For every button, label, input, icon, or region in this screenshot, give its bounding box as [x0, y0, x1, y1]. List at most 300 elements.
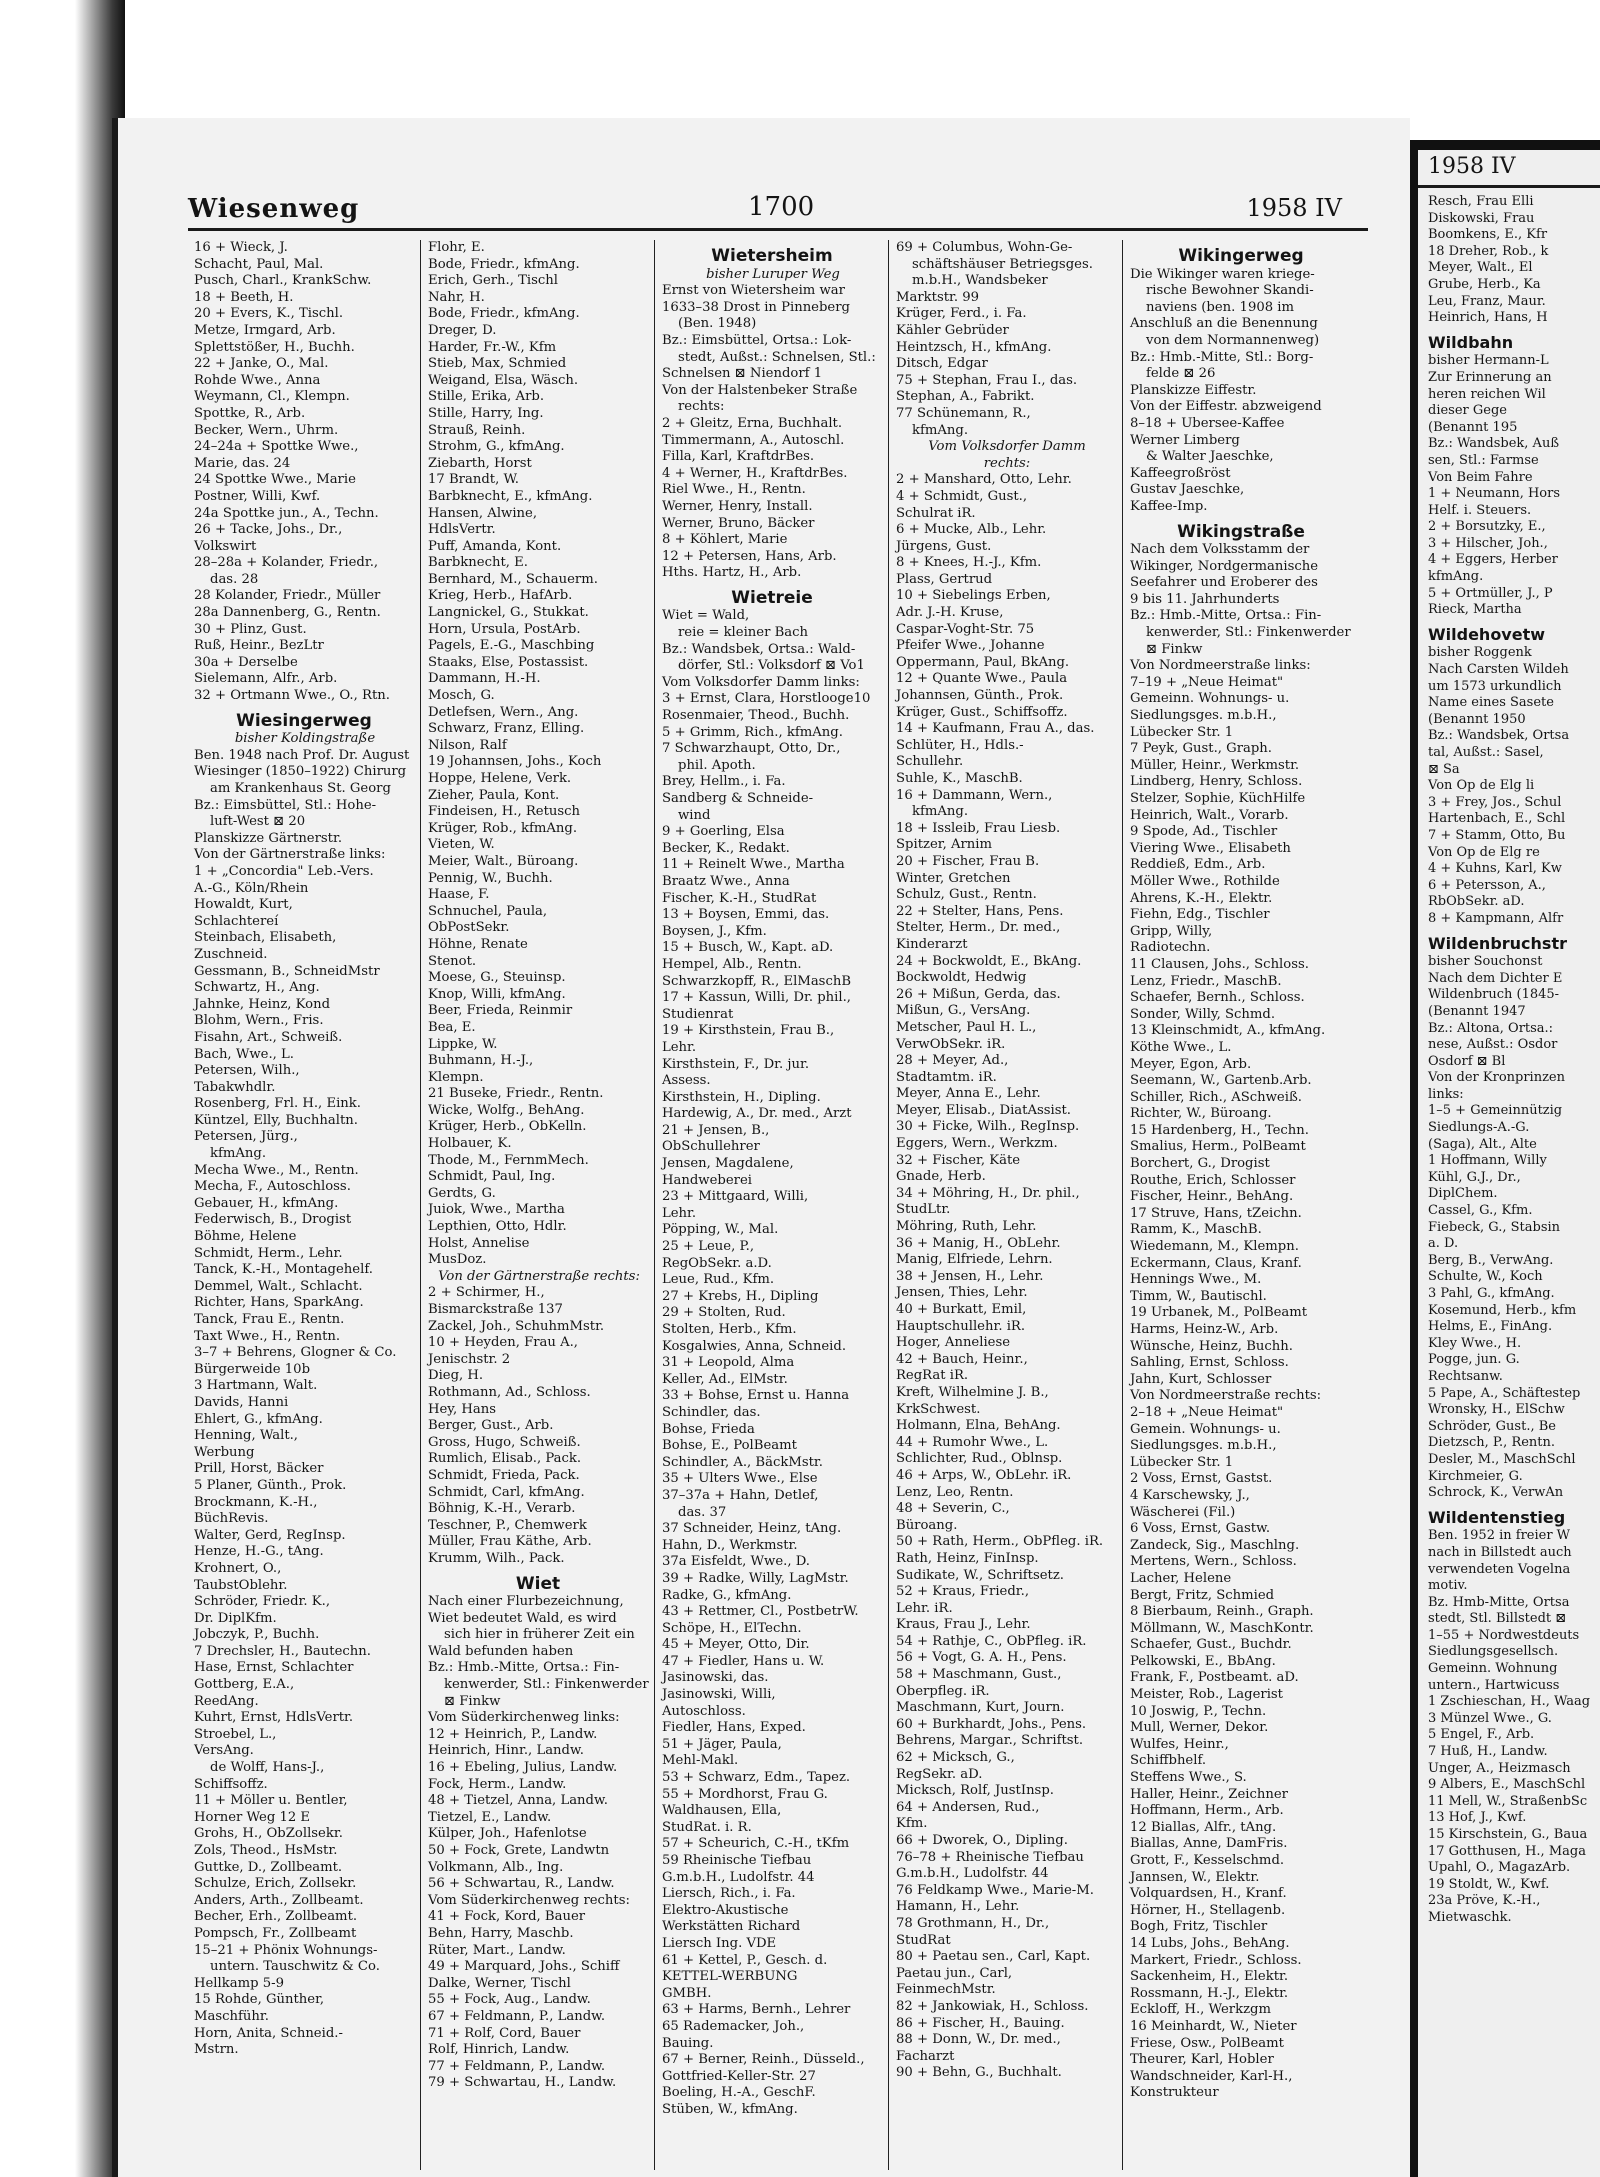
- entry-line: 1–55 + Nordwestdeuts: [1428, 1627, 1580, 1643]
- entry-line: Sielemann, Alfr., Arb.: [194, 671, 338, 687]
- entry-line: 12 + Petersen, Hans, Arb.: [662, 548, 837, 564]
- page-header: [188, 188, 1368, 231]
- entry-line: 13 Kleinschmidt, A., kfmAng.: [1130, 1023, 1326, 1039]
- entry-line: 1 + „Concordia" Leb.-Vers.: [194, 863, 374, 879]
- entry-line: naviens (ben. 1908 im: [1146, 299, 1295, 315]
- entry-line: Kfm.: [896, 1816, 928, 1832]
- entry-line: 14 Lubs, Johs., BehAng.: [1130, 1935, 1290, 1951]
- entry-line: Unger, A., Heizmasch: [1428, 1760, 1571, 1776]
- entry-line: Frank, F., Postbeamt. aD.: [1130, 1670, 1299, 1686]
- entry-line: Markert, Friedr., Schloss.: [1130, 1952, 1302, 1968]
- entry-line: Müller, Frau Käthe, Arb.: [428, 1534, 592, 1550]
- entry-line: 53 + Schwarz, Edm., Tapez.: [662, 1770, 851, 1786]
- entry-line: 51 + Jäger, Paula,: [662, 1736, 782, 1752]
- entry-line: Nach Carsten Wildeh: [1428, 662, 1569, 678]
- street-heading: Wildenbruchstr: [1428, 933, 1567, 953]
- entry-line: Krüger, Herb., ObKelln.: [428, 1119, 587, 1135]
- entry-line: 42 + Bauch, Heinr.,: [896, 1351, 1028, 1367]
- entry-line: Bach, Wwe., L.: [194, 1046, 294, 1062]
- entry-line: Steffens Wwe., S.: [1130, 1770, 1247, 1786]
- section-direction: Von der Gärtnerstraße rechts:: [438, 1268, 640, 1284]
- entry-line: 15 Rohde, Günther,: [194, 1992, 325, 2008]
- entry-line: Kosgalwies, Anna, Schneid.: [662, 1338, 847, 1354]
- entry-line: untern., Hartwicuss: [1428, 1677, 1560, 1693]
- entry-line: 18 Dreher, Rob., k: [1428, 243, 1549, 259]
- entry-line: 27 + Krebs, H., Dipling: [662, 1288, 819, 1304]
- entry-line: Cassel, G., Kfm.: [1428, 1203, 1533, 1219]
- entry-line: 37–37a + Hahn, Detlef,: [662, 1487, 819, 1503]
- entry-line: KrkSchwest.: [896, 1401, 981, 1417]
- entry-line: Bz.: Hmb.-Mitte, Stl.: Borg-: [1130, 349, 1314, 365]
- entry-line: 15 Kirschstein, G., Baua: [1428, 1827, 1588, 1842]
- entry-line: 55 + Fock, Aug., Landw.: [428, 1992, 591, 2008]
- entry-line: Johannsen, Günth., Prok.: [896, 688, 1064, 704]
- entry-line: Petersen, Jürg.,: [194, 1129, 298, 1145]
- entry-line: Lübecker Str. 1: [1130, 724, 1234, 740]
- entry-line: Meyer, Egon, Arb.: [1130, 1056, 1252, 1072]
- entry-line: Lacher, Helene: [1130, 1570, 1232, 1586]
- entry-line: Hths. Hartz, H., Arb.: [662, 565, 802, 581]
- entry-line: RegSekr. aD.: [896, 1766, 983, 1782]
- entry-line: 26 + Mißun, Gerda, das.: [896, 986, 1061, 1002]
- entry-line: 8 + Köhlert, Marie: [662, 532, 788, 548]
- entry-line: Marktstr. 99: [896, 289, 980, 305]
- entry-line: Bz.: Wandsbek, Ortsa.: Wald-: [662, 641, 856, 657]
- entry-line: Böhnig, K.-H., Verarb.: [428, 1501, 576, 1517]
- entry-line: Rolf, Hinrich, Landw.: [428, 2042, 570, 2058]
- entry-line: 11 + Möller u. Bentler,: [194, 1793, 348, 1809]
- entry-line: Richter, Hans, SparkAng.: [194, 1295, 364, 1311]
- entry-line: Zieher, Paula, Kont.: [428, 787, 560, 803]
- entry-line: Zur Erinnerung an: [1428, 369, 1552, 385]
- entry-line: Meyer, Walt., El: [1428, 260, 1533, 276]
- entry-line: Routhe, Erich, Schlosser: [1130, 1172, 1296, 1188]
- entry-line: Vom Süderkirchenweg rechts:: [428, 1892, 630, 1908]
- entry-line: 1 + Neumann, Hors: [1428, 486, 1561, 502]
- entry-line: 64 + Andersen, Rud.,: [896, 1799, 1040, 1815]
- entry-line: Holbauer, K.: [428, 1136, 512, 1152]
- entry-line: Jasinowski, Willi,: [662, 1687, 776, 1703]
- entry-line: Von der Eiffestr. abzweigend: [1130, 399, 1322, 415]
- entry-line: Seefahrer und Eroberer des: [1130, 575, 1318, 591]
- entry-line: 4 + Schmidt, Gust.,: [896, 488, 1028, 504]
- entry-line: Mecha, F., Autoschloss.: [194, 1179, 351, 1195]
- entry-line: das. 28: [210, 571, 259, 587]
- entry-line: Hamann, H., Lehr.: [896, 1899, 1020, 1915]
- entry-line: 56 + Schwartau, R., Landw.: [428, 1876, 615, 1892]
- entry-line: Ahrens, K.-H., Elektr.: [1130, 890, 1273, 906]
- entry-line: 19 + Kirsthstein, Frau B.,: [662, 1023, 835, 1039]
- entry-line: 67 + Feldmann, P., Landw.: [428, 2008, 606, 2024]
- entry-line: Jahn, Kurt, Schlosser: [1130, 1371, 1272, 1387]
- entry-line: Jensen, Magdalene,: [662, 1156, 794, 1172]
- entry-line: 63 + Harms, Bernh., Lehrer: [662, 2002, 851, 2018]
- entry-line: Holmann, Elna, BehAng.: [896, 1418, 1061, 1434]
- entry-line: Zackel, Joh., SchuhmMstr.: [428, 1318, 605, 1334]
- entry-line: 3 + Hilscher, Joh.,: [1428, 535, 1548, 551]
- entry-line: Pagels, E.-G., Maschbing: [428, 638, 595, 654]
- entry-line: 14 + Kaufmann, Frau A., das.: [896, 721, 1095, 737]
- entry-line: Heinrich, Hans, H: [1428, 310, 1548, 326]
- entry-line: Möller Wwe., Rothilde: [1130, 873, 1280, 889]
- entry-line: rische Bewohner Skandi-: [1146, 283, 1314, 299]
- entry-line: Wicke, Wolfg., BehAng.: [428, 1102, 585, 1118]
- entry-line: Hahn, D., Werkmstr.: [662, 1537, 798, 1553]
- entry-line: 12 + Heinrich, P., Landw.: [428, 1726, 598, 1742]
- entry-line: 17 Gotthusen, H., Maga: [1428, 1843, 1586, 1859]
- directory-page: [112, 118, 1410, 2177]
- entry-line: Pöpping, W., Mal.: [662, 1222, 779, 1238]
- entry-line: Assess.: [662, 1073, 711, 1089]
- entry-line: Nach dem Dichter E: [1428, 970, 1563, 986]
- entry-line: 46 + Arps, W., ObLehr. iR.: [896, 1467, 1072, 1483]
- entry-line: Volquardsen, H., Kranf.: [1130, 1886, 1287, 1902]
- entry-line: BüchRevis.: [194, 1511, 269, 1527]
- entry-line: kenwerder, Stl.: Finkenwerder: [1146, 625, 1351, 641]
- entry-line: am Krankenhaus St. Georg: [210, 781, 391, 796]
- entry-line: Rothmann, Ad., Schloss.: [428, 1384, 591, 1400]
- entry-line: Heintzsch, H., kfmAng.: [896, 339, 1052, 355]
- entry-line: Lindberg, Henry, Schloss.: [1130, 774, 1303, 790]
- entry-line: Mull, Werner, Dekor.: [1130, 1720, 1269, 1736]
- entry-line: 10 + Heyden, Frau A.,: [428, 1335, 579, 1351]
- entry-line: Gessmann, B., SchneidMstr: [194, 963, 380, 979]
- entry-line: Bernhard, M., Schauerm.: [428, 571, 598, 587]
- entry-line: Detlefsen, Wern., Ang.: [428, 704, 579, 720]
- entry-line: Die Wikinger waren kriege-: [1130, 266, 1315, 282]
- entry-line: 28 + Meyer, Ad.,: [896, 1053, 1009, 1069]
- entry-line: Sandberg & Schneide-: [662, 791, 814, 806]
- entry-line: Barbknecht, E.: [428, 555, 528, 571]
- entry-line: Schullehr.: [896, 754, 964, 770]
- entry-line: Hase, Ernst, Schlachter: [194, 1660, 354, 1676]
- entry-line: Külper, Joh., Hafenlotse: [428, 1826, 587, 1842]
- entry-line: Hauptschullehr. iR.: [896, 1318, 1026, 1334]
- entry-line: 77 + Feldmann, P., Landw.: [428, 2058, 606, 2074]
- entry-line: Theurer, Karl, Hobler: [1130, 2052, 1274, 2068]
- entry-line: Mecha Wwe., M., Rentn.: [194, 1162, 359, 1178]
- entry-line: 6 + Mucke, Alb., Lehr.: [896, 522, 1047, 538]
- entry-line: 17 + Kassun, Willi, Dr. phil.,: [662, 990, 851, 1006]
- street-heading: Wiesingerweg: [236, 710, 372, 731]
- entry-line: Timm, W., Bautischl.: [1130, 1288, 1267, 1304]
- entry-line: Schöpe, H., ElTechn.: [662, 1620, 802, 1636]
- entry-line: Marie, das. 24: [194, 455, 291, 471]
- entry-line: 5 Pape, A., Schäftestep: [1428, 1385, 1581, 1401]
- entry-line: 15–21 + Phönix Wohnungs-: [194, 1942, 378, 1958]
- entry-line: Stroebel, L.,: [194, 1726, 277, 1742]
- entry-line: FeinmechMstr.: [896, 1982, 996, 1998]
- entry-line: Dieg, H.: [428, 1368, 484, 1384]
- entry-line: Schulz, Gust., Rentn.: [896, 887, 1037, 903]
- entry-line: Jürgens, Gust.: [896, 538, 992, 554]
- entry-line: Kirchmeier, G.: [1428, 1468, 1523, 1484]
- entry-line: Heinrich, Hinr., Landw.: [428, 1743, 584, 1759]
- entry-line: RbObSekr. aD.: [1428, 894, 1525, 910]
- entry-line: Barbknecht, E., kfmAng.: [428, 488, 593, 504]
- entry-line: Jobczyk, P., Buchh.: [194, 1627, 320, 1643]
- entry-line: 8 + Knees, H.-J., Kfm.: [896, 555, 1042, 571]
- entry-line: Henning, Walt.,: [194, 1428, 298, 1444]
- entry-line: Bz.: Eimsbüttel, Stl.: Hohe-: [194, 797, 377, 813]
- entry-line: 1 Hoffmann, Willy: [1428, 1153, 1547, 1169]
- entry-line: Jensen, Thies, Lehr.: [896, 1285, 1028, 1301]
- entry-line: GMBH.: [662, 1985, 712, 2001]
- entry-line: Kraus, Frau J., Lehr.: [896, 1617, 1031, 1633]
- entry-line: 7 Drechsler, H., Bautechn.: [194, 1643, 371, 1659]
- entry-line: Von Nordmeerstraße links:: [1130, 658, 1311, 674]
- entry-line: Werkstätten Richard: [662, 1919, 801, 1935]
- entry-line: Konstrukteur: [1130, 2085, 1219, 2101]
- entry-line: Riel Wwe., H., Rentn.: [662, 482, 806, 498]
- entry-line: de Wolff, Hans-J.,: [210, 1760, 325, 1776]
- entry-line: Ditsch, Edgar: [896, 356, 988, 372]
- entry-line: Wiesinger (1850–1922) Chirurg: [194, 764, 407, 780]
- entry-line: 3 + Frey, Jos., Schul: [1428, 794, 1562, 810]
- entry-line: Meister, Rob., Lagerist: [1130, 1687, 1283, 1703]
- entry-line: Sudikate, W., Schriftsetz.: [896, 1567, 1064, 1583]
- entry-line: Postner, Willi, Kwf.: [194, 488, 321, 504]
- entry-line: Sackenheim, H., Elektr.: [1130, 1969, 1289, 1985]
- entry-line: 11 + Reinelt Wwe., Martha: [662, 857, 845, 873]
- entry-line: 5 + Ortmüller, J., P: [1428, 585, 1553, 601]
- entry-line: A.-G., Köln/Rhein: [194, 880, 309, 896]
- entry-line: 13 Hof, J., Kwf.: [1428, 1810, 1527, 1826]
- entry-line: kfmAng.: [1428, 569, 1484, 585]
- entry-line: Ben. 1948 nach Prof. Dr. August: [194, 747, 410, 763]
- entry-line: 30a + Derselbe: [194, 654, 298, 670]
- entry-line: Liersch Ing. VDE: [662, 1935, 777, 1951]
- entry-line: Schmidt, Carl, kfmAng.: [428, 1484, 585, 1500]
- entry-line: Tanck, Frau E., Rentn.: [194, 1312, 345, 1327]
- entry-line: Biallas, Anne, DamFris.: [1130, 1836, 1288, 1852]
- entry-line: m.b.H., Wandsbeker: [912, 273, 1048, 289]
- entry-line: Werner, Bruno, Bäcker: [662, 515, 815, 531]
- entry-line: Horner Weg 12 E: [194, 1809, 311, 1825]
- entry-line: 30 + Plinz, Gust.: [194, 621, 307, 637]
- entry-line: 50 + Rath, Herm., ObPfleg. iR.: [896, 1534, 1104, 1550]
- entry-line: Kirsthstein, F., Dr. jur.: [662, 1056, 810, 1072]
- entry-line: a. D.: [1428, 1236, 1459, 1252]
- entry-line: 86 + Fischer, H., Bauing.: [896, 2015, 1065, 2031]
- entry-line: Radke, G., kfmAng.: [662, 1587, 792, 1603]
- entry-line: Zols, Theod., HsMstr.: [194, 1843, 338, 1858]
- entry-line: Heinrich, Walt., Vorarb.: [1130, 807, 1289, 823]
- entry-line: felde ⊠ 26: [1146, 366, 1216, 382]
- entry-line: Bürgerweide 10b: [194, 1361, 311, 1377]
- entry-line: Winter, Gretchen: [896, 870, 1011, 886]
- entry-line: Flohr, E.: [428, 240, 485, 255]
- entry-line: schäftshäuser Betriegsges.: [912, 256, 1093, 272]
- scan-edge-left: [0, 0, 125, 2177]
- header-year-volume: 1958 IV: [1246, 194, 1342, 222]
- entry-line: Gerdts, G.: [428, 1185, 496, 1201]
- entry-line: 16 + Wieck, J.: [194, 240, 288, 255]
- entry-line: TaubstOblehr.: [194, 1577, 288, 1593]
- entry-line: 8–18 + Ubersee-Kaffee: [1130, 415, 1285, 431]
- entry-line: 7 Huß, H., Landw.: [1428, 1744, 1548, 1760]
- column-4: [890, 240, 1123, 2170]
- entry-line: Volkmann, Alb., Ing.: [428, 1859, 564, 1875]
- entry-line: Stüben, W., kfmAng.: [662, 2101, 798, 2117]
- entry-line: Bz. Hmb-Mitte, Ortsa: [1428, 1594, 1570, 1610]
- entry-line: von dem Normannenweg): [1146, 332, 1320, 348]
- entry-line: Moese, G., Steuinsp.: [428, 970, 566, 986]
- entry-line: Mstrn.: [194, 2042, 239, 2058]
- entry-line: 56 + Vogt, G. A. H., Pens.: [896, 1650, 1067, 1666]
- entry-line: Jenischstr. 2: [428, 1351, 511, 1367]
- entry-line: Becker, Wern., Uhrm.: [194, 422, 339, 438]
- entry-line: Holst, Annelise: [428, 1235, 530, 1251]
- entry-line: Kuhrt, Ernst, HdlsVertr.: [194, 1710, 354, 1726]
- entry-line: 49 + Marquard, Johs., Schiff: [428, 1959, 620, 1975]
- entry-line: Reddieß, Edm., Arb.: [1130, 857, 1266, 873]
- entry-line: 24–24a + Spottke Wwe.,: [194, 439, 359, 455]
- entry-line: Rohde Wwe., Anna: [194, 372, 321, 388]
- entry-line: Klempn.: [428, 1069, 484, 1085]
- entry-line: Fock, Herm., Landw.: [428, 1776, 567, 1792]
- entry-line: 38 + Jensen, H., Lehr.: [896, 1268, 1044, 1284]
- entry-line: Bode, Friedr., kfmAng.: [428, 306, 580, 322]
- entry-line: 30 + Ficke, Wilh., RegInsp.: [896, 1119, 1080, 1135]
- entry-line: 39 + Radke, Willy, LagMstr.: [662, 1570, 849, 1586]
- entry-line: 13 + Boysen, Emmi, das.: [662, 907, 830, 923]
- entry-line: Höhne, Renate: [428, 936, 528, 952]
- street-former-name: bisher Luruper Weg: [706, 266, 840, 282]
- entry-line: Grott, F., Kesselschmd.: [1130, 1853, 1285, 1868]
- street-heading: Wikingerweg: [1178, 246, 1304, 266]
- entry-line: 61 + Kettel, P., Gesch. d.: [662, 1952, 828, 1968]
- entry-line: 2 + Gleitz, Erna, Buchhalt.: [662, 415, 843, 431]
- entry-line: 35 + Ulters Wwe., Else: [662, 1471, 818, 1487]
- entry-line: Walter, Gerd, RegInsp.: [194, 1527, 346, 1543]
- entry-line: Spitzer, Arnim: [896, 837, 993, 853]
- entry-line: Haller, Heinr., Zeichner: [1130, 1786, 1288, 1802]
- entry-line: Nahr, H.: [428, 289, 485, 305]
- entry-line: Strohm, G., kfmAng.: [428, 439, 565, 455]
- entry-line: Pogge, jun. G.: [1428, 1352, 1520, 1368]
- entry-line: Schmidt, Frieda, Pack.: [428, 1467, 580, 1483]
- entry-line: 11 Clausen, Johs., Schloss.: [1130, 956, 1309, 972]
- entry-line: Taxt Wwe., H., Rentn.: [194, 1328, 341, 1344]
- entry-line: 5 Engel, F., Arb.: [1428, 1727, 1535, 1743]
- entry-line: Gemeinn. Wohnungs- u.: [1130, 691, 1290, 707]
- entry-line: Demmel, Walt., Schlacht.: [194, 1278, 363, 1294]
- entry-line: 3 Pahl, G., kfmAng.: [1428, 1286, 1555, 1301]
- entry-line: 41 + Fock, Kord, Bauer: [428, 1909, 586, 1925]
- entry-line: StudLtr.: [896, 1202, 951, 1218]
- street-heading: Wikingstraße: [1177, 521, 1305, 542]
- entry-line: Fiebeck, G., Stabsin: [1428, 1219, 1561, 1235]
- entry-line: 36 + Manig, H., ObLehr.: [896, 1235, 1061, 1251]
- entry-line: Stelzer, Sophie, KüchHilfe: [1130, 791, 1306, 806]
- entry-line: Bz.: Wandsbek, Auß: [1428, 436, 1559, 452]
- entry-line: Steinbach, Elisabeth,: [194, 930, 337, 946]
- entry-line: Jannsen, W., Elektr.: [1130, 1869, 1260, 1885]
- entry-line: Schwartz, H., Ang.: [194, 980, 320, 996]
- entry-line: Von Op de Elg li: [1428, 778, 1535, 794]
- entry-line: Filla, Karl, KraftdrBes.: [662, 449, 815, 465]
- entry-line: ⊠ Finkw: [1146, 641, 1203, 657]
- entry-line: Fischer, Heinr., BehAng.: [1130, 1189, 1294, 1205]
- entry-line: Hempel, Alb., Rentn.: [662, 956, 802, 972]
- entry-line: Wäscherei (Fil.): [1130, 1504, 1236, 1520]
- entry-line: Harder, Fr.-W., Kfm: [428, 339, 557, 355]
- entry-line: Von Nordmeerstraße rechts:: [1130, 1388, 1322, 1404]
- entry-line: heren reichen Wil: [1428, 386, 1546, 402]
- entry-line: Fiedler, Hans, Exped.: [662, 1720, 806, 1736]
- entry-line: Radiotechn.: [1130, 940, 1211, 956]
- entry-line: Schulrat iR.: [896, 505, 976, 521]
- entry-line: Stephan, A., Fabrikt.: [896, 389, 1035, 405]
- entry-line: 6 + Petersson, A.,: [1428, 877, 1546, 893]
- entry-line: Lepthien, Otto, Hdlr.: [428, 1219, 567, 1235]
- entry-line: Siedlungsgesellsch.: [1428, 1644, 1559, 1660]
- entry-line: Rüter, Mart., Landw.: [428, 1942, 566, 1958]
- entry-line: 54 + Rathje, C., ObPfleg. iR.: [896, 1633, 1087, 1649]
- section-direction: Vom Volksdorfer Damm: [928, 439, 1086, 455]
- entry-line: Harms, Heinz-W., Arb.: [1130, 1322, 1279, 1337]
- entry-line: 16 + Dammann, Wern.,: [896, 787, 1053, 803]
- column-3: [656, 240, 889, 2170]
- entry-line: Siedlungsges. m.b.H.,: [1130, 708, 1277, 724]
- entry-line: Rosenmaier, Theod., Buchh.: [662, 708, 850, 724]
- entry-line: (Benannt 1950: [1428, 711, 1526, 727]
- entry-line: Teschner, P., Chemwerk: [428, 1517, 587, 1533]
- entry-line: 2 + Schirmer, H.,: [428, 1285, 545, 1301]
- entry-line: 4 + Kuhns, Karl, Kw: [1428, 861, 1562, 877]
- entry-line: Planskizze Gärtnerstr.: [194, 830, 343, 846]
- entry-line: 17 Brandt, W.: [428, 472, 519, 488]
- entry-line: 3–7 + Behrens, Glogner & Co.: [194, 1345, 397, 1361]
- entry-line: 78 Grothmann, H., Dr.,: [896, 1915, 1050, 1931]
- entry-line: RegObSekr. a.D.: [662, 1255, 772, 1271]
- entry-line: Puff, Amanda, Kont.: [428, 538, 562, 554]
- entry-line: Krohnert, O.,: [194, 1560, 282, 1576]
- entry-line: Schnelsen ⊠ Niendorf 1: [662, 366, 823, 382]
- entry-line: Horn, Anita, Schneid.-: [194, 2025, 343, 2041]
- entry-line: Paetau jun., Carl,: [896, 1965, 1013, 1981]
- entry-line: untern. Tauschwitz & Co.: [210, 1959, 380, 1975]
- entry-line: Guttke, D., Zollbeamt.: [194, 1859, 343, 1875]
- entry-line: 21 Buseke, Friedr., Rentn.: [428, 1086, 604, 1102]
- entry-line: Diskowski, Frau: [1428, 210, 1535, 226]
- entry-line: Waldhausen, Ella,: [662, 1803, 782, 1819]
- entry-line: 48 + Tietzel, Anna, Landw.: [428, 1793, 608, 1809]
- entry-line: Vom Volksdorfer Damm links:: [662, 674, 860, 690]
- entry-line: Dreger, D.: [428, 322, 497, 338]
- entry-line: & Walter Jaeschke,: [1146, 449, 1274, 465]
- entry-line: 17 Struve, Hans, tZeichn.: [1130, 1205, 1302, 1221]
- entry-line: Bea, E.: [428, 1019, 476, 1035]
- entry-line: Rumlich, Elisab., Pack.: [428, 1451, 582, 1467]
- entry-line: 47 + Fiedler, Hans u. W.: [662, 1653, 825, 1669]
- entry-line: nese, Außst.: Osdor: [1428, 1037, 1558, 1053]
- entry-line: Richter, W., Büroang.: [1130, 1106, 1272, 1122]
- entry-line: Gemein. Wohnungs- u.: [1130, 1421, 1281, 1437]
- entry-line: das. 37: [678, 1504, 727, 1520]
- entry-line: Rath, Heinz, FinInsp.: [896, 1550, 1039, 1566]
- entry-line: 2 + Manshard, Otto, Lehr.: [896, 472, 1072, 488]
- entry-line: Bismarckstraße 137: [428, 1302, 563, 1317]
- entry-line: Schacht, Paul, Mal.: [194, 256, 324, 272]
- entry-line: Bz.: Eimsbüttel, Ortsa.: Lok-: [662, 332, 852, 348]
- entry-line: (Benannt 1947: [1428, 1003, 1526, 1019]
- entry-line: 59 Rheinische Tiefbau: [662, 1853, 812, 1868]
- entry-line: ObPostSekr.: [428, 920, 510, 936]
- entry-line: 2 + Borsutzky, E.,: [1428, 519, 1546, 535]
- entry-line: dieser Gege: [1428, 403, 1507, 419]
